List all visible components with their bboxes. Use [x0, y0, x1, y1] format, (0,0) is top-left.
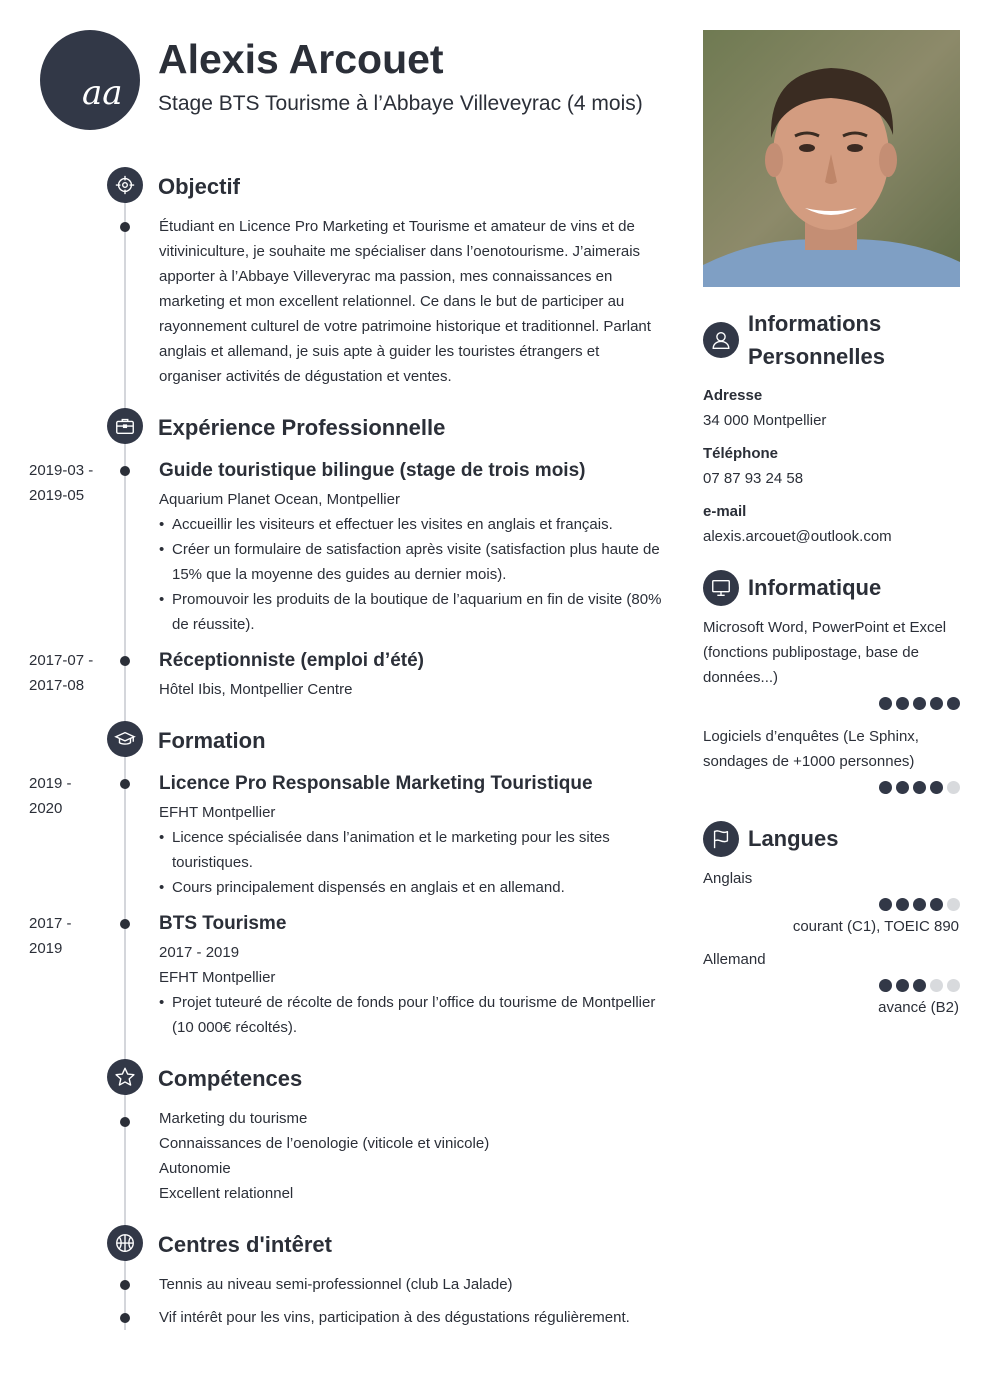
address-value: 34 000 Montpellier — [703, 412, 827, 429]
phone-value: 07 87 93 24 58 — [703, 470, 804, 487]
rating-dot-filled — [896, 781, 909, 794]
section-title-languages: Langues — [748, 826, 839, 851]
date-start: 2017-07 - — [29, 652, 94, 669]
experience-place: Hôtel Ibis, Montpellier Centre — [159, 681, 353, 698]
timeline-dot — [120, 222, 130, 232]
education-place: EFHT Montpellier — [159, 969, 276, 986]
rating-dot-filled — [879, 697, 892, 710]
rating-dot-empty — [947, 781, 960, 794]
profile-photo — [703, 30, 960, 287]
rating-dot-filled — [896, 898, 909, 911]
date-start: 2019-03 - — [29, 462, 94, 479]
star-icon — [107, 1059, 143, 1095]
experience-date — [29, 458, 109, 508]
date-start: 2017 - — [29, 915, 72, 932]
interest-item: Vif intérêt pour les vins, participation à des dégustations régulièrement. — [159, 1309, 630, 1326]
objective-text: Étudiant en Licence Pro Marketing et Tourisme et amateur de vins et de vitiviniculture, je souhaite me spécialiser dans l’oenotourisme. J’aimerais apporter à l’Abbaye Villeveryrac ma passion, mes connaissances en marketing et mon excellent relationnel. Ce dans le but de participer au rayonnement culturel de votre patrimoine historique et traditionnel. Parlant anglais et allemand, je suis apte à guider les touristes étrangers et organiser activités de dégustation et ventes. — [159, 218, 651, 385]
phone-label: Téléphone — [703, 445, 779, 462]
skill-item: Marketing du tourisme — [159, 1110, 308, 1127]
timeline-dot — [120, 1313, 130, 1323]
section-title-computing: Informatique — [748, 575, 882, 600]
rating-dot-filled — [913, 781, 926, 794]
rating-dot-empty — [947, 898, 960, 911]
language-rating — [879, 979, 960, 992]
interest-item: Tennis au niveau semi-professionnel (club La Jalade) — [159, 1276, 513, 1293]
experience-title: Réceptionniste (emploi d’été) — [159, 650, 424, 671]
computing-item: Logiciels d’enquêtes (Le Sphinx, sondages de +1000 personnes) — [703, 728, 919, 770]
language-level: courant (C1), TOEIC 890 — [792, 918, 959, 935]
experience-date — [29, 648, 109, 698]
rating-dot-empty — [930, 979, 943, 992]
section-title-personal: Informations Personnelles — [748, 311, 885, 369]
timeline-dot — [120, 779, 130, 789]
skill-item: Connaissances de l’oenologie (viticole et vinicole) — [159, 1135, 490, 1152]
rating-dot-filled — [913, 898, 926, 911]
education-title: Licence Pro Responsable Marketing Touristique — [159, 773, 593, 794]
list-item: • Licence spécialisée dans l’animation et le marketing pour les sites touristiques. — [159, 825, 664, 875]
language-name: Anglais — [703, 870, 753, 887]
section-title-interests: Centres d'intêret — [158, 1232, 332, 1257]
skill-rating — [879, 781, 960, 794]
section-title-experience: Expérience Professionnelle — [158, 415, 446, 440]
list-item: • Promouvoir les produits de la boutique de l’aquarium en fin de visite (80% de réussite). — [159, 587, 664, 637]
education-place: EFHT Montpellier — [159, 804, 276, 821]
skill-item: Excellent relationnel — [159, 1185, 294, 1202]
list-item: • Projet tuteuré de récolte de fonds pour l’office du tourisme de Montpellier (10 000€ récoltés). — [159, 990, 664, 1040]
skill-item: Autonomie — [159, 1160, 231, 1177]
monogram-initials: aa — [82, 73, 123, 113]
timeline-dot — [120, 466, 130, 476]
rating-dot-filled — [896, 697, 909, 710]
address-label: Adresse — [703, 387, 763, 404]
job-subtitle: Stage BTS Tourisme à l’Abbaye Villeveyrac (4 mois) — [158, 92, 643, 115]
email-value: alexis.arcouet@outlook.com — [703, 528, 892, 545]
list-item: • Créer un formulaire de satisfaction après visite (satisfaction plus haute de 15% que la moyenne des guides au dernier mois). — [159, 537, 664, 587]
language-level: avancé (B2) — [878, 999, 959, 1016]
rating-dot-filled — [913, 697, 926, 710]
rating-dot-filled — [947, 697, 960, 710]
timeline-dot — [120, 1280, 130, 1290]
target-icon — [107, 167, 143, 203]
timeline-dot — [120, 919, 130, 929]
date-end: 2019 — [29, 940, 63, 957]
experience-bullets — [159, 512, 664, 637]
rating-dot-filled — [930, 781, 943, 794]
list-item: • Cours principalement dispensés en anglais et en allemand. — [159, 875, 664, 900]
education-bullets — [159, 990, 664, 1040]
candidate-name: Alexis Arcouet — [158, 36, 444, 82]
section-title-skills: Compétences — [158, 1066, 303, 1091]
basketball-icon — [107, 1225, 143, 1261]
education-bullets — [159, 825, 664, 900]
rating-dot-filled — [879, 781, 892, 794]
timeline-dot — [120, 1117, 130, 1127]
user-icon — [703, 322, 739, 358]
section-title-objective: Objectif — [158, 174, 240, 199]
education-date — [29, 911, 109, 961]
timeline-line — [124, 184, 126, 1330]
experience-title: Guide touristique bilingue (stage de trois mois) — [159, 460, 586, 481]
computing-item: Microsoft Word, PowerPoint et Excel (fonctions publipostage, base de données...) — [703, 619, 947, 686]
education-title: BTS Tourisme — [159, 913, 287, 934]
briefcase-icon — [107, 408, 143, 444]
rating-dot-filled — [896, 979, 909, 992]
flag-icon — [703, 821, 739, 857]
experience-place: Aquarium Planet Ocean, Montpellier — [159, 491, 400, 508]
rating-dot-filled — [879, 898, 892, 911]
rating-dot-filled — [913, 979, 926, 992]
graduation-cap-icon — [107, 721, 143, 757]
monitor-icon — [703, 570, 739, 606]
rating-dot-empty — [947, 979, 960, 992]
education-date — [29, 771, 109, 821]
timeline-dot — [120, 656, 130, 666]
date-end: 2020 — [29, 800, 63, 817]
education-period: 2017 - 2019 — [159, 944, 240, 961]
language-rating — [879, 898, 960, 911]
section-title-education: Formation — [158, 728, 266, 753]
monogram-avatar — [40, 30, 140, 130]
rating-dot-filled — [930, 898, 943, 911]
rating-dot-filled — [879, 979, 892, 992]
date-start: 2019 - — [29, 775, 72, 792]
list-item: • Accueillir les visiteurs et effectuer les visites en anglais et français. — [159, 512, 664, 537]
date-end: 2017-08 — [29, 677, 85, 694]
date-end: 2019-05 — [29, 487, 85, 504]
language-name: Allemand — [703, 951, 766, 968]
skill-rating — [879, 697, 960, 710]
email-label: e-mail — [703, 503, 747, 520]
rating-dot-filled — [930, 697, 943, 710]
